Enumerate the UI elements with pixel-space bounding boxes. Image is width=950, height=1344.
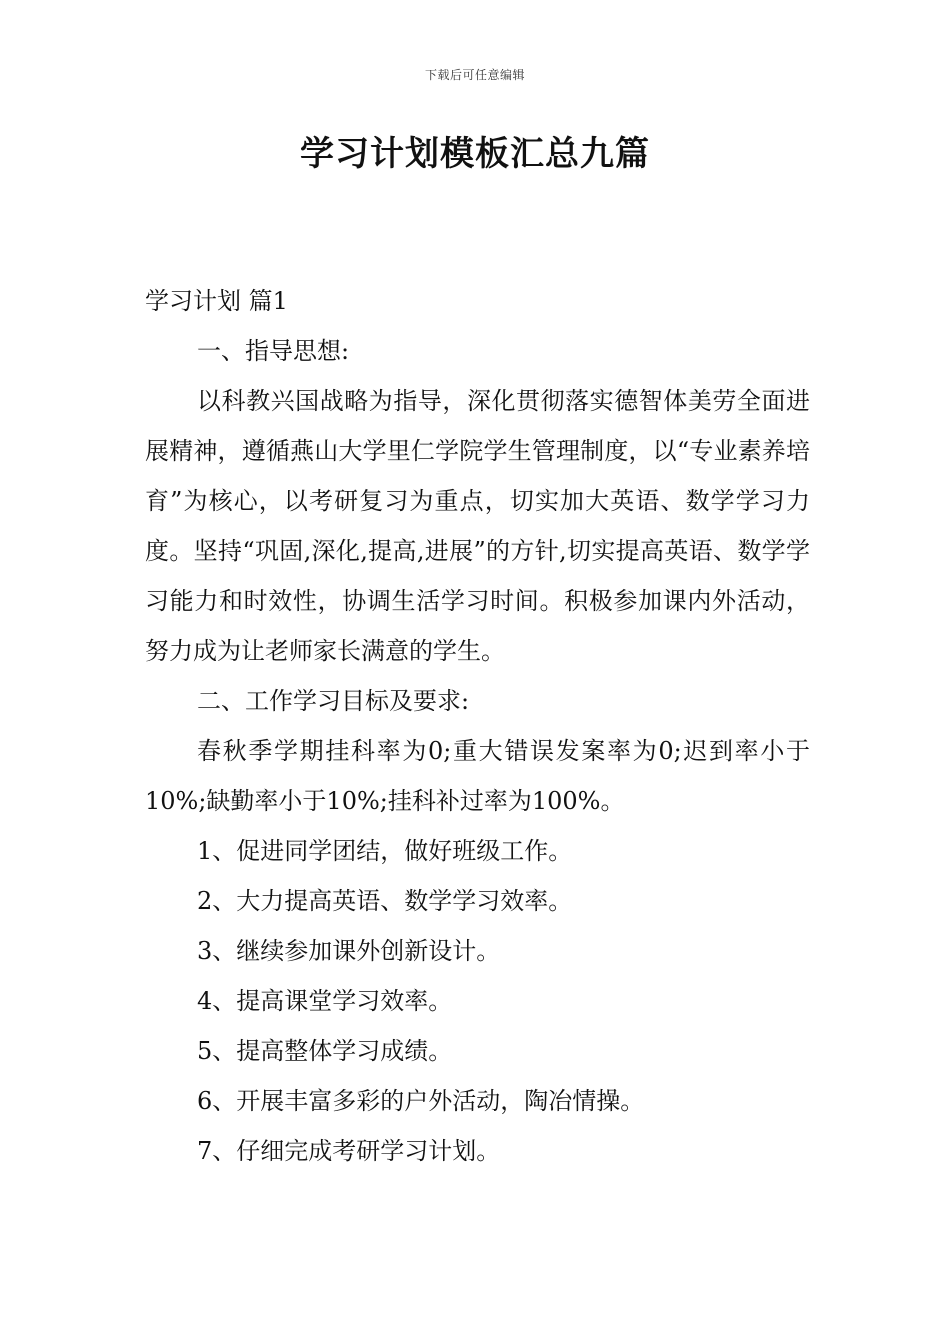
section-label: 学习计划 篇1: [145, 287, 288, 315]
document-body: [145, 276, 810, 1176]
heading-goals-requirements: 二、工作学习目标及要求:: [197, 687, 470, 715]
list-item-goal-5: 5、提高整体学习成绩。: [197, 1037, 453, 1065]
list-item-goal-1: 1、促进同学团结，做好班级工作。: [197, 837, 573, 865]
list-item-goal-3: 3、继续参加课外创新设计。: [197, 937, 501, 965]
paragraph-guiding-ideology: 以科教兴国战略为指导，深化贯彻落实德智体美劳全面进展精神，遵循燕山大学里仁学院学生管理制度，以“专业素养培育”为核心，以考研复习为重点，切实加大英语、数学学习力度。坚持“巩固,深化,提高,进展”的方针,切实提高英语、数学学习能力和时效性，协调生活学习时间。积极参加课内外活动，努力成为让老师家长满意的学生。: [145, 387, 810, 665]
list-item-goal-2: 2、大力提高英语、数学学习效率。: [197, 887, 573, 915]
document-title: 学习计划模板汇总九篇: [300, 134, 650, 174]
header-note: 下载后可任意编辑: [424, 68, 525, 82]
list-item-goal-4: 4、提高课堂学习效率。: [197, 987, 453, 1015]
paragraph-goals-requirements: 春秋季学期挂科率为0;重大错误发案率为0;迟到率小于10%;缺勤率小于10%;挂科补过率为100%。: [145, 737, 810, 815]
list-item-goal-7: 7、仔细完成考研学习计划。: [197, 1137, 501, 1165]
heading-guiding-ideology: 一、指导思想:: [197, 337, 350, 365]
list-item-goal-6: 6、开展丰富多彩的户外活动，陶冶情操。: [197, 1087, 645, 1115]
